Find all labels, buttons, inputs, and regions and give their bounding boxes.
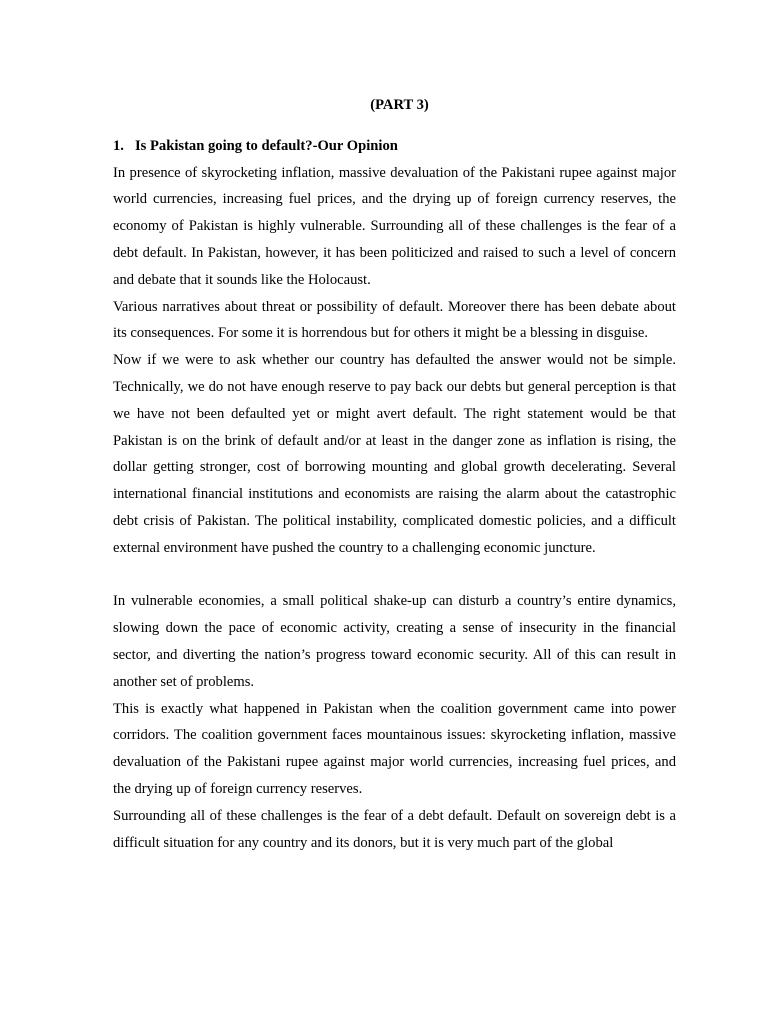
paragraph: This is exactly what happened in Pakistan when the coalition government came into power corridors. The coalition government faces mountainous issues: skyrocketing inflation, massive devaluation of the Pakistani rupee against major world currencies, increasing fuel prices, and the drying up of foreign currency reserves.: [113, 700, 676, 797]
section-heading-text: Is Pakistan going to default?-Our Opinion: [135, 137, 398, 154]
paragraph: Now if we were to ask whether our country has defaulted the answer would not be simple. Technically, we do not have enough reserve to pay back our debts but general perception is that we have not been defaulted yet or might avert default. The right statement would be that Pakistan is on the brink of default and/or at least in the danger zone as inflation is rising, the dollar getting stronger, cost of borrowing mounting and global growth decelerating. Several international financial institutions and economists are raising the alarm about the catastrophic debt crisis of Pakistan. The political instability, complicated domestic policies, and a difficult external environment have pushed the country to a challenging economic juncture.: [113, 352, 676, 556]
paragraph-spacer: [113, 562, 676, 589]
part-title: (PART 3): [370, 97, 429, 113]
paragraph: In vulnerable economies, a small political shake-up can disturb a country’s entire dynamics, slowing down the pace of economic activity, creating a sense of insecurity in the financial sector, and diverting the nation’s progress toward economic security. All of this can result in another set of problems.: [113, 593, 676, 690]
paragraph: Surrounding all of these challenges is the fear of a debt default. Default on sovereign debt is a difficult situation for any country and its donors, but it is very much part of the global: [113, 807, 676, 851]
section-number: 1.: [113, 137, 124, 154]
paragraph: Various narratives about threat or possibility of default. Moreover there has been debate about its consequences. For some it is horrendous but for others it might be a blessing in disguise.: [113, 298, 676, 342]
paragraph: In presence of skyrocketing inflation, massive devaluation of the Pakistani rupee against major world currencies, increasing fuel prices, and the drying up of foreign currency reserves, the economy of Pakistan is highly vulnerable. Surrounding all of these challenges is the fear of a debt default. In Pakistan, however, it has been politicized and raised to such a level of concern and debate that it sounds like the Holocaust.: [113, 164, 676, 288]
document-page: [113, 92, 676, 856]
section-heading: [113, 133, 676, 160]
